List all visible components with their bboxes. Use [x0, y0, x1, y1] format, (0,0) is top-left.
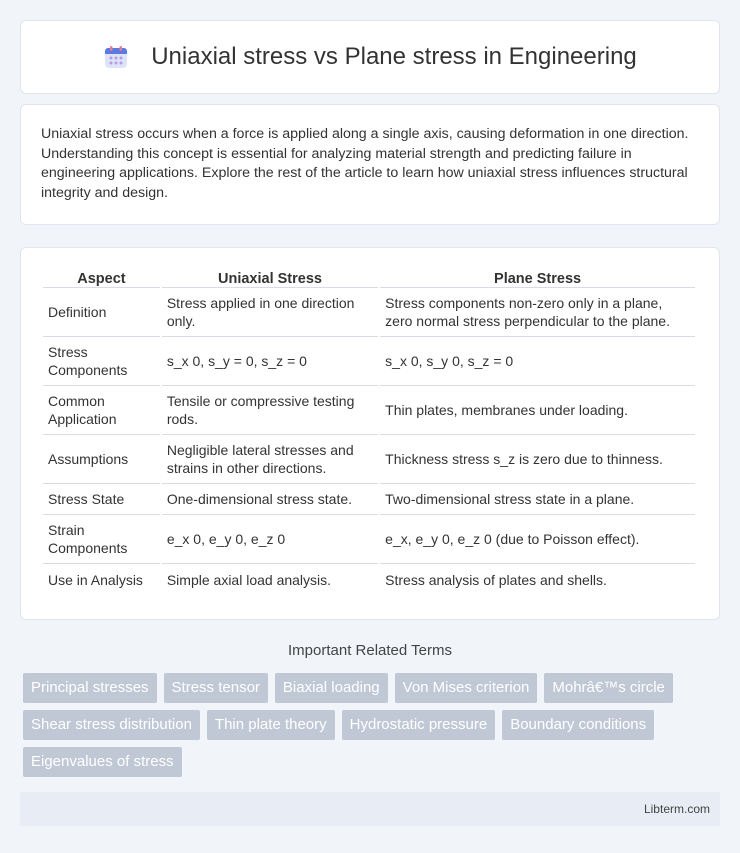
related-terms-list: [20, 673, 720, 777]
table-cell: Thickness stress s_z is zero due to thinness.: [380, 435, 695, 484]
related-term-tag[interactable]: Boundary conditions: [502, 710, 654, 740]
table-cell: Assumptions: [43, 435, 160, 484]
table-cell: s_x 0, s_y = 0, s_z = 0: [162, 337, 378, 386]
footer-site-link[interactable]: Libterm.com: [643, 802, 710, 816]
calendar-icon: [103, 44, 129, 70]
table-cell: Stress analysis of plates and shells.: [385, 571, 607, 588]
table-row: [43, 484, 695, 515]
comparison-table: [41, 268, 697, 595]
related-terms-title: Important Related Terms: [288, 642, 452, 659]
footer: [20, 792, 720, 826]
header-uniaxial: Uniaxial Stress: [162, 268, 378, 288]
table-row: [43, 515, 695, 564]
table-cell: Simple axial load analysis.: [166, 571, 332, 588]
table-cell: Use in Analysis: [48, 571, 143, 588]
table-header-row: [43, 268, 695, 288]
table-cell: One-dimensional stress state.: [162, 484, 378, 515]
table-cell: Stress State: [43, 484, 160, 515]
table-cell: Definition: [43, 288, 160, 337]
table-cell: Strain Components: [43, 515, 160, 564]
related-term-tag[interactable]: Principal stresses: [23, 673, 157, 703]
related-term-tag[interactable]: Stress tensor: [164, 673, 268, 703]
table-row: [43, 386, 695, 435]
header-aspect: Aspect: [43, 268, 160, 288]
table-cell: Tensile or compressive testing rods.: [162, 386, 378, 435]
intro-text: Uniaxial stress occurs when a force is applied along a single axis, causing deformation in one direction. Understanding this concept is essential for analyzing material strength and predicting failure in engineering applications. Explore the rest of the article to learn how uniaxial stress influences structural integrity and design.: [41, 126, 689, 201]
table-cell: Stress components non-zero only in a plane, zero normal stress perpendicular to the plane.: [380, 288, 695, 337]
related-term-tag[interactable]: Hydrostatic pressure: [342, 710, 496, 740]
header-card: [20, 20, 720, 94]
table-cell: Common Application: [43, 386, 160, 435]
table-cell: Stress applied in one direction only.: [162, 288, 378, 337]
table-row: [43, 435, 695, 484]
table-row: [43, 564, 695, 595]
table-cell: Stress Components: [43, 337, 160, 386]
table-cell: e_x 0, e_y 0, e_z 0: [162, 515, 378, 564]
comparison-table-card: [20, 247, 720, 620]
table-cell: Thin plates, membranes under loading.: [380, 386, 695, 435]
table-row: [43, 337, 695, 386]
page-title: Uniaxial stress vs Plane stress in Engineering: [151, 43, 637, 70]
related-term-tag[interactable]: Thin plate theory: [207, 710, 335, 740]
header-plane: Plane Stress: [380, 268, 695, 288]
related-terms-section: [20, 642, 720, 777]
intro-card: [20, 104, 720, 225]
table-row: [43, 288, 695, 337]
table-cell: e_x, e_y 0, e_z 0 (due to Poisson effect).: [380, 515, 695, 564]
related-term-tag[interactable]: Mohrâ€™s circle: [544, 673, 673, 703]
related-term-tag[interactable]: Shear stress distribution: [23, 710, 200, 740]
related-term-tag[interactable]: Von Mises criterion: [395, 673, 538, 703]
table-cell: s_x 0, s_y 0, s_z = 0: [380, 337, 695, 386]
related-term-tag[interactable]: Eigenvalues of stress: [23, 747, 182, 777]
related-term-tag[interactable]: Biaxial loading: [275, 673, 388, 703]
table-cell: Two-dimensional stress state in a plane.: [380, 484, 695, 515]
table-cell: Negligible lateral stresses and strains in other directions.: [162, 435, 378, 484]
